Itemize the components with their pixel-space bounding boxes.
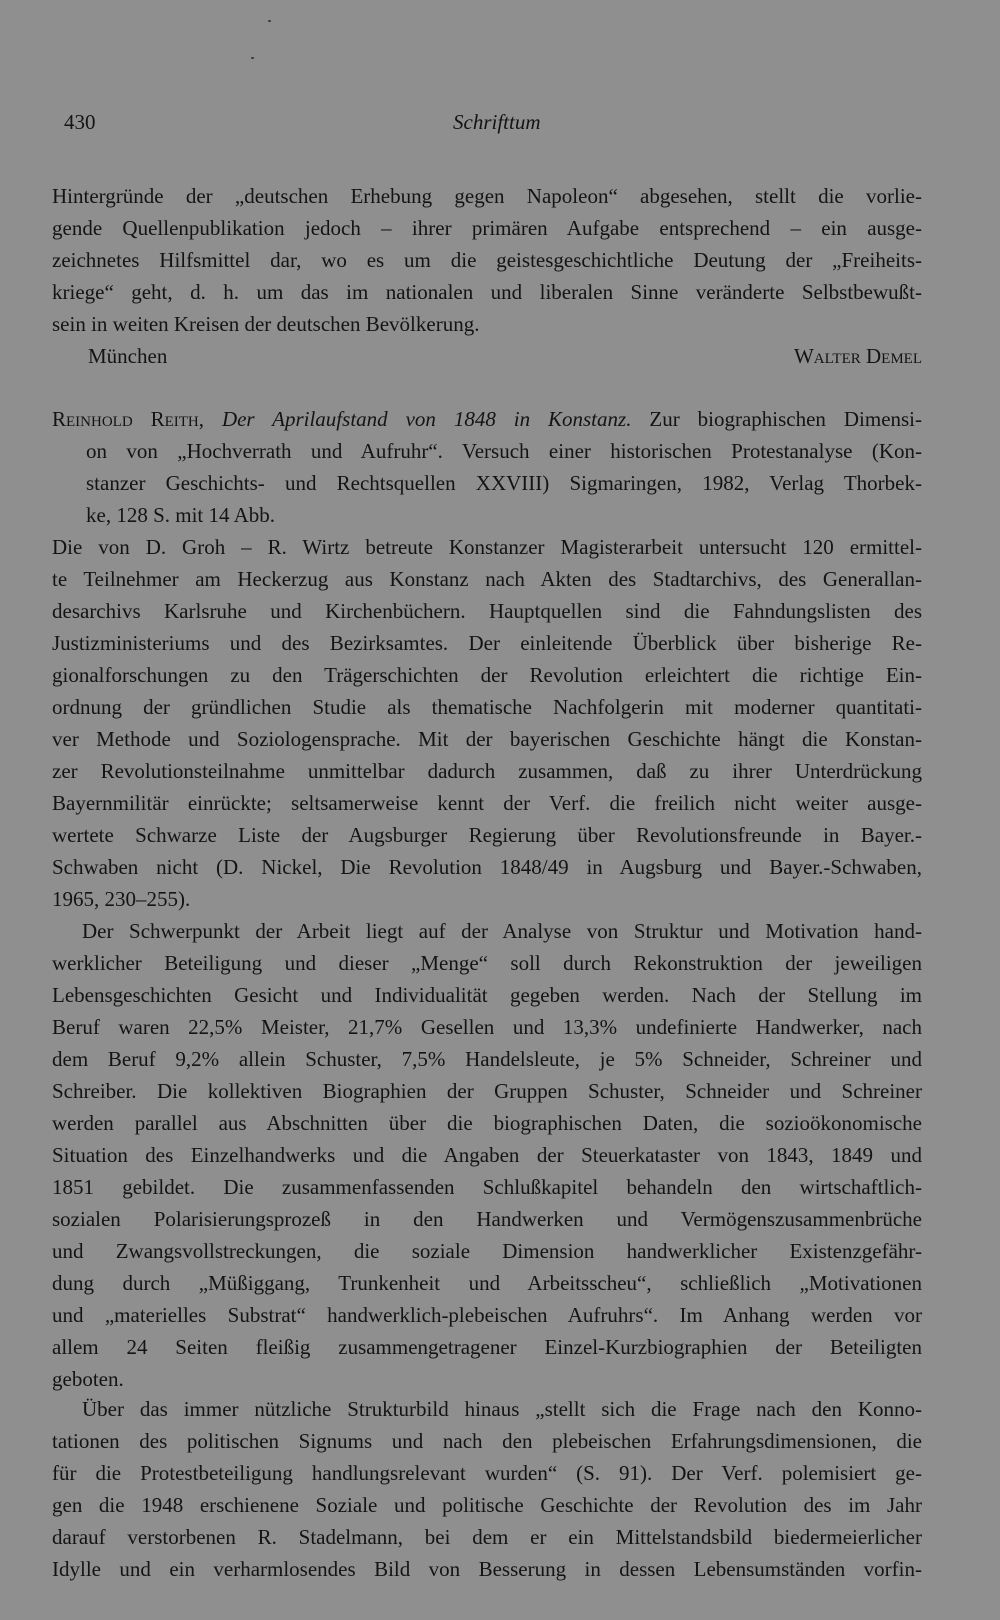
text-line: und „materielles Substrat“ handwerklich-plebeischen Aufruhrs“. Im Anhang werden vor [52,1303,922,1327]
book-citation [52,403,922,531]
text-line: 1965, 230–255). [52,887,191,911]
text-line: Beruf waren 22,5% Meister, 21,7% Gesellen und 13,3% undefinierte Handwerker, nach [52,1015,922,1039]
text-line: Lebensgeschichten Gesicht und Individualität gegeben werden. Nach der Stellung im [52,983,922,1007]
previous-review-ending [52,180,922,372]
text-line: Schwaben nicht (D. Nickel, Die Revolution 1848/49 in Augsburg und Bayer.-Schwaben, [52,855,922,879]
citation-line [52,403,922,435]
text-line: für die Protestbeteiligung handlungsrelevant wurden“ (S. 91). Der Verf. polemisiert ge- [52,1461,922,1485]
text-line: 1851 gebildet. Die zusammenfassenden Schlußkapitel behandeln den wirtschaftlich- [52,1175,922,1199]
citation-line: on von „Hochverrath und Aufruhr“. Versuch einer historischen Protestanalyse (Kon- [86,439,922,463]
text-line: und Zwangsvollstreckungen, die soziale Dimension handwerklicher Existenzgefähr- [52,1239,922,1263]
running-title: Schrifttum [453,110,541,134]
text-line: dem Beruf 9,2% allein Schuster, 7,5% Handelsleute, je 5% Schneider, Schreiner und [52,1047,922,1071]
text-line: ver Methode und Soziologensprache. Mit der bayerischen Geschichte hängt die Konstan- [52,727,922,751]
review-paragraph-2 [52,915,922,1395]
citation-author: Reinhold Reith, [52,407,204,431]
review-paragraph-1 [52,531,922,915]
text-line: desarchivs Karlsruhe und Kirchenbüchern. Hauptquellen sind die Fahndungslisten des [52,599,922,623]
text-line: gen die 1948 erschienene Soziale und politische Geschichte der Revolution des im Jahr [52,1493,922,1517]
signature-place: München [88,344,168,368]
text-line: zer Revolutionsteilnahme unmittelbar dadurch zusammen, daß zu ihrer Unterdrückung [52,759,922,783]
text-line: Schreiber. Die kollektiven Biographien der Gruppen Schuster, Schneider und Schreiner [52,1079,922,1103]
text-line: dung durch „Müßiggang, Trunkenheit und Arbeitsscheu“, schließlich „Motivationen [52,1271,922,1295]
text-line: sozialen Polarisierungsprozeß in den Handwerken und Vermögenszusammenbrüche [52,1207,922,1231]
text-line: ordnung der gründlichen Studie als thematische Nachfolgerin mit moderner quantitati- [52,695,922,719]
signature-author: Walter Demel [793,344,922,368]
page-header [64,110,934,144]
text-line: gende Quellenpublikation jedoch – ihrer primären Aufgabe entsprechend – ein ausge- [52,216,922,240]
text-line: Justizministeriums und des Bezirksamtes. Der einleitende Überblick über bisherige Re- [52,631,922,655]
text-line: darauf verstorbenen R. Stadelmann, bei dem er ein Mittelstandsbild biedermeierlicher [52,1525,922,1549]
text-line: allem 24 Seiten fleißig zusammengetragener Einzel-Kurzbiographien der Beteiligten [52,1335,922,1359]
text-line: tationen des politischen Signums und nach den plebeischen Erfahrungsdimensionen, die [52,1429,922,1453]
text-line: geboten. [52,1367,124,1391]
text-line: wertete Schwarze Liste der Augsburger Regierung über Revolutionsfreunde in Bayer.- [52,823,922,847]
scan-speck [268,20,271,22]
text-line: gionalforschungen zu den Trägerschichten der Revolution erleichtert die richtige Ein- [52,663,922,687]
text-line: Idylle und ein verharmlosendes Bild von Besserung in dessen Lebensumständen vorfin- [52,1557,922,1581]
text-line: Situation des Einzelhandwerks und die Angaben der Steuerkataster von 1843, 1849 und [52,1143,922,1167]
text-line: zeichnetes Hilfsmittel dar, wo es um die geistesgeschichtliche Deutung der „Freiheits- [52,248,922,272]
text-line: Bayernmilitär einrückte; seltsamerweise kennt der Verf. die freilich nicht weiter ausge- [52,791,922,815]
text-line: werklicher Beteiligung und dieser „Menge“ soll durch Rekonstruktion der jeweiligen [52,951,922,975]
citation-line: stanzer Geschichts- und Rechtsquellen XXVIII) Sigmaringen, 1982, Verlag Thorbek- [86,471,922,495]
citation-line: ke, 128 S. mit 14 Abb. [86,503,276,527]
text-line: sein in weiten Kreisen der deutschen Bevölkerung. [52,312,480,336]
text-line: Hintergründe der „deutschen Erhebung gegen Napoleon“ abgesehen, stellt die vorlie- [52,184,922,208]
text-line: te Teilnehmer am Heckerzug aus Konstanz nach Akten des Stadtarchivs, des Generallan- [52,567,922,591]
review-signature [52,340,922,372]
text-line: werden parallel aus Abschnitten über die biographischen Daten, die sozioökonomische [52,1111,922,1135]
text-line: Die von D. Groh – R. Wirtz betreute Konstanzer Magisterarbeit untersucht 120 ermittel- [52,535,922,559]
citation-title: Der Aprilaufstand von 1848 in Konstanz. [221,407,632,431]
page-number: 430 [64,110,96,134]
text-line: Über das immer nützliche Strukturbild hinaus „stellt sich die Frage nach den Konno- [82,1397,922,1421]
text-line: kriege“ geht, d. h. um das im nationalen und liberalen Sinne veränderte Selbstbewußt- [52,280,922,304]
citation-text: Zur biographischen Dimensi- [649,407,923,431]
text-line: Der Schwerpunkt der Arbeit liegt auf der Analyse von Struktur und Motivation hand- [82,919,922,943]
review-paragraph-3 [52,1393,922,1585]
scan-speck [251,57,254,59]
